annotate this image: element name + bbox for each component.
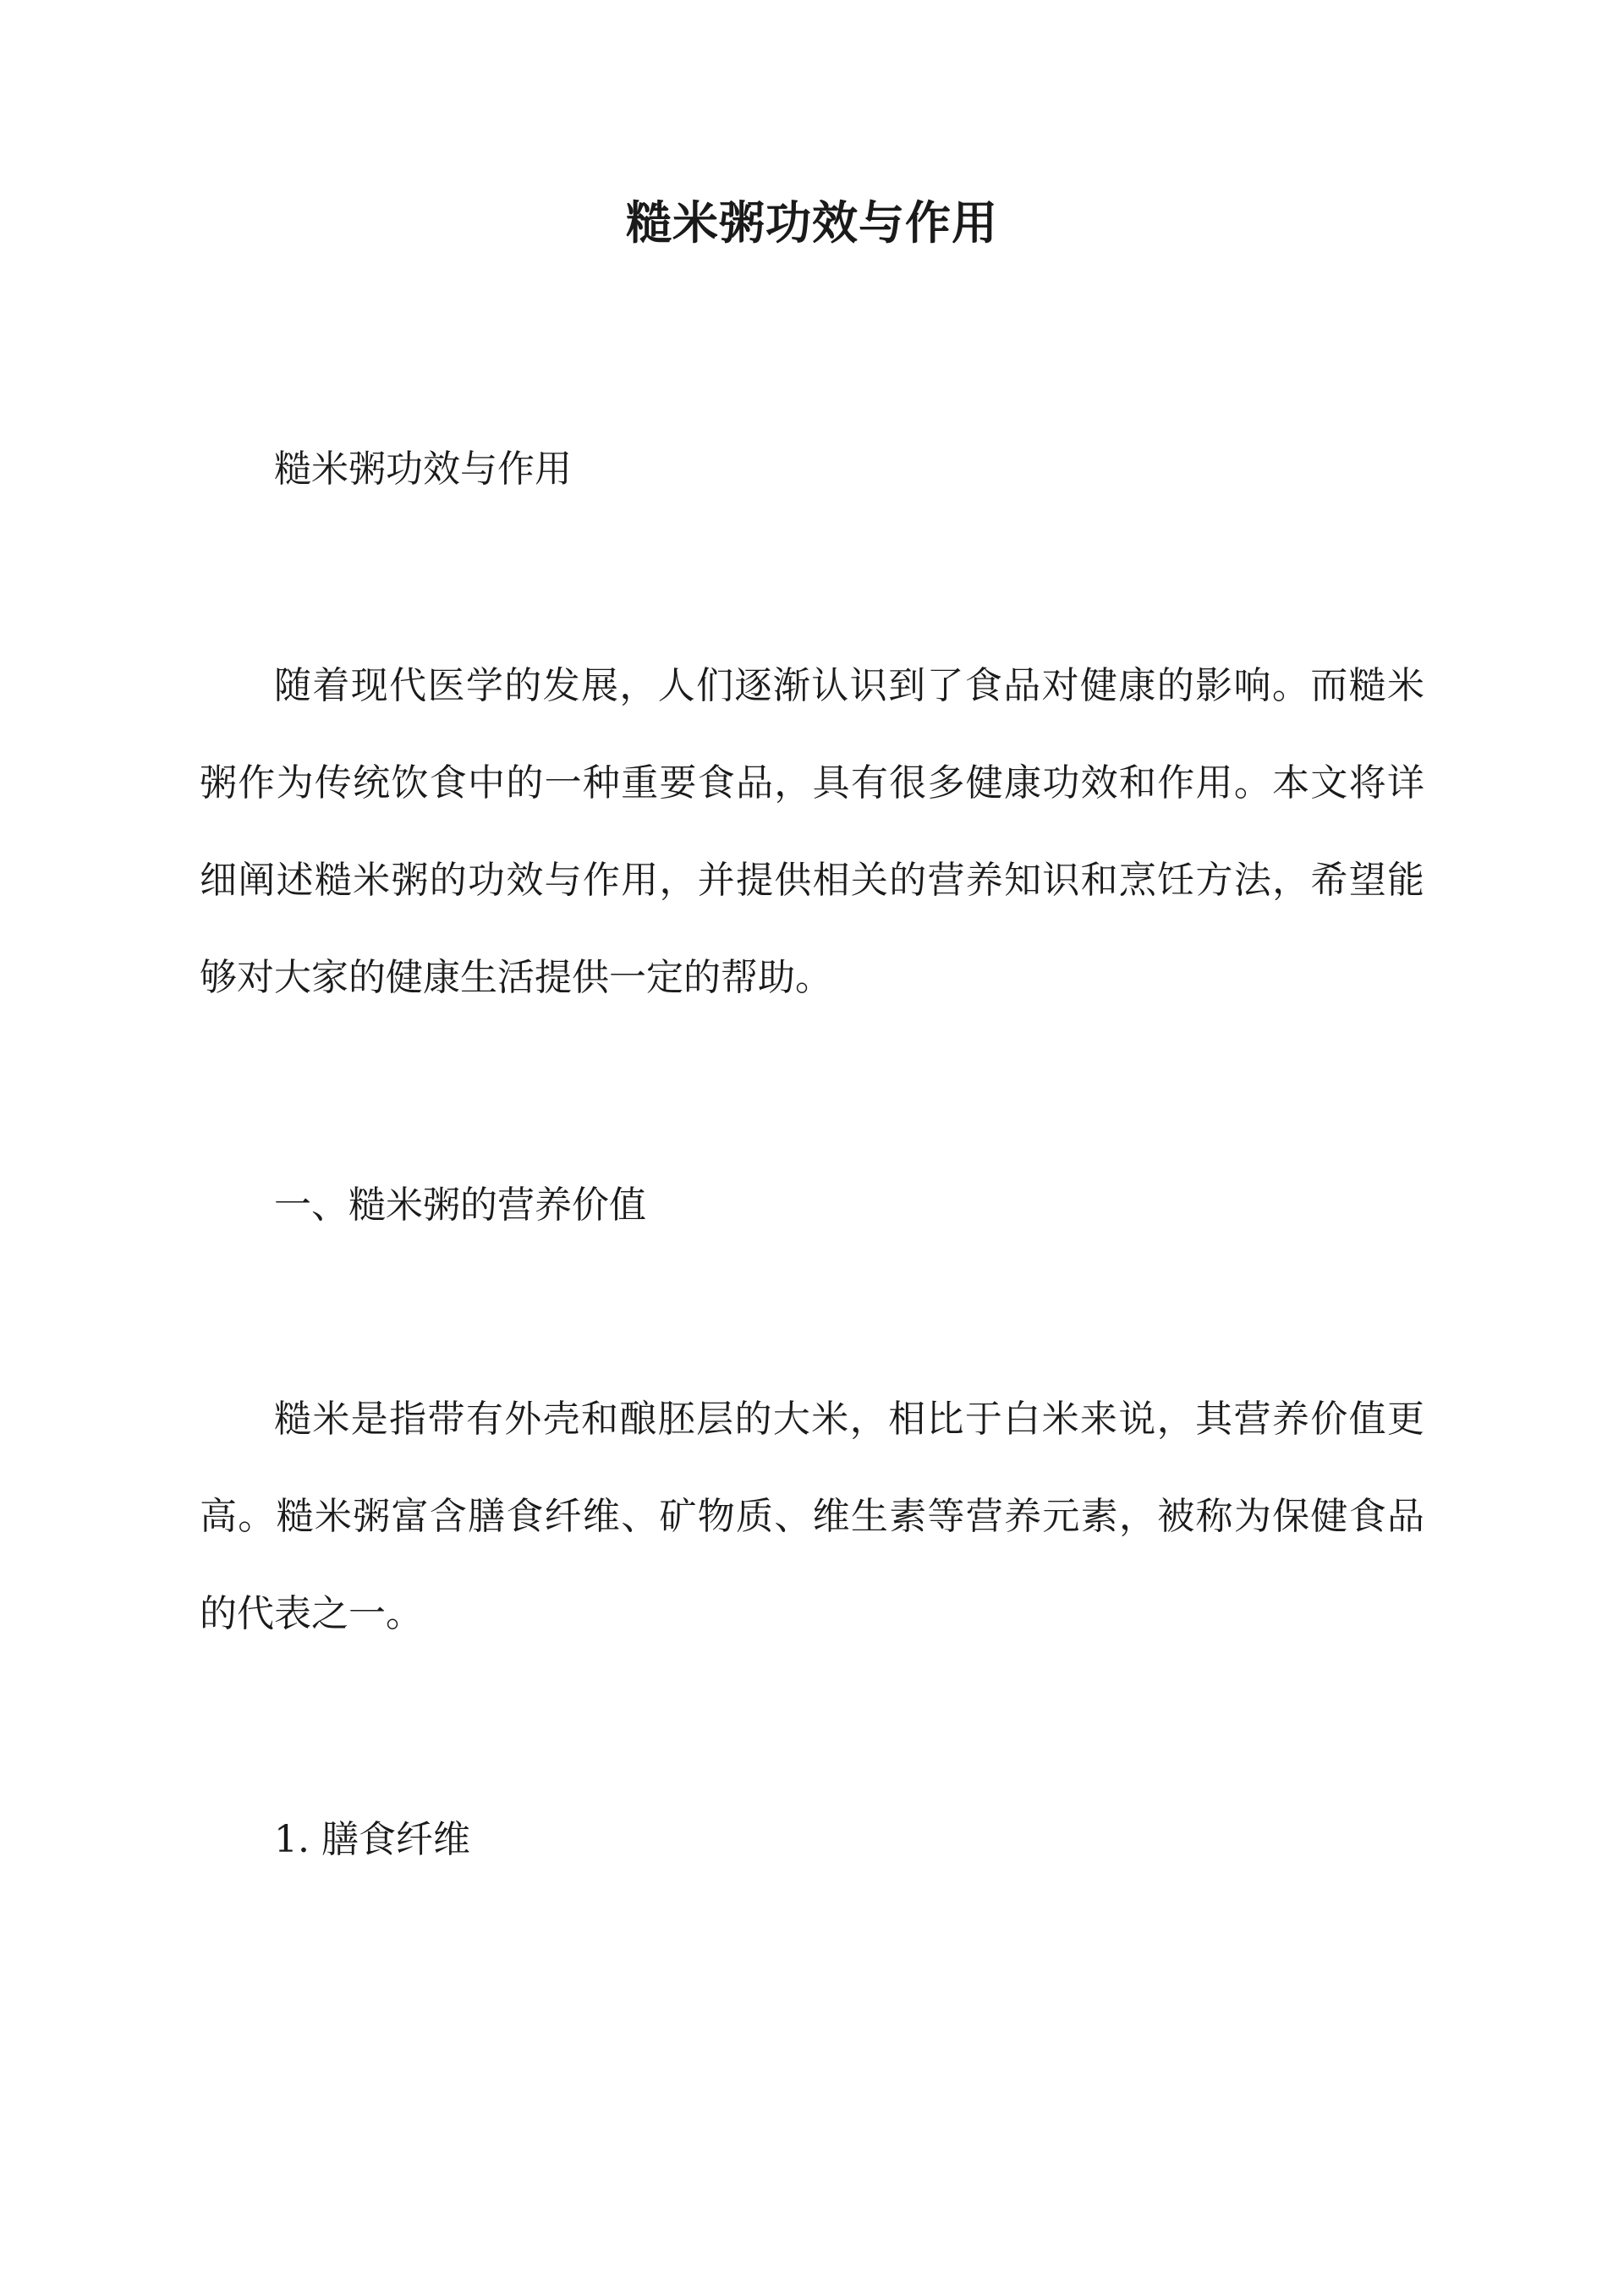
document-title: 糙米粥功效与作用	[626, 195, 998, 250]
document-subtitle: 糙米粥功效与作用	[274, 448, 572, 491]
section-heading-nutrition: 一、糙米粥的营养价值	[274, 1184, 646, 1227]
intro-paragraph: 随着现代医学的发展，人们逐渐认识到了食品对健康的影响。而糙米粥作为传统饮食中的一种重要食品，具有很多健康功效和作用。本文将详细阐述糙米粥的功效与作用，并提供相关的营养知识和烹饪方法，希望能够对大家的健康生活提供一定的帮助。	[200, 664, 1424, 999]
nutrition-paragraph: 糙米是指带有外壳和酿胚层的大米，相比于白米来说，其营养价值更高。糙米粥富含膳食纤维、矿物质、维生素等营养元素，被称为保健食品的代表之一。	[200, 1398, 1424, 1635]
subheading-dietary-fiber: 1. 膳食纤维	[274, 1818, 470, 1861]
